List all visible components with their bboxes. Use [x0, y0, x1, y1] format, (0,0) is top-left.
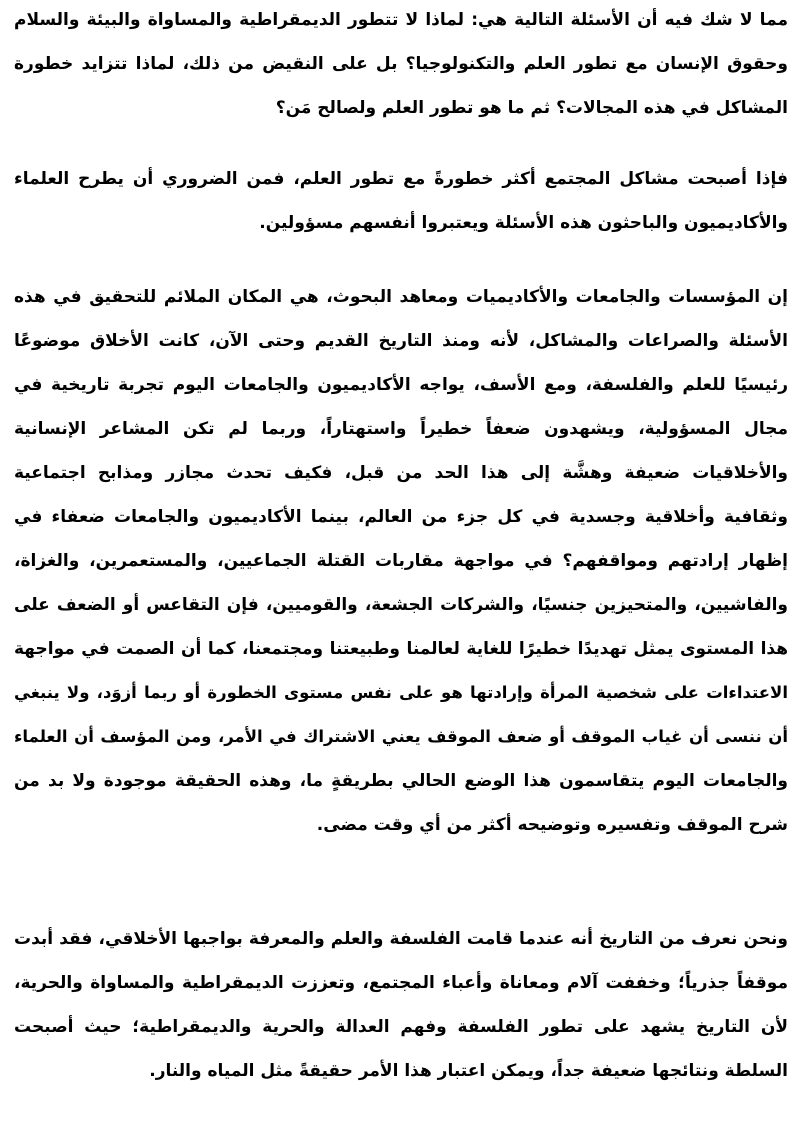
text-line: والجامعات اليوم يتقاسمون هذا الوضع الحالي بطريقةٍ ما، وهذه الحقيقة موجودة ولا بد من [14, 771, 788, 791]
text-line: المشاكل في هذه المجالات؟ ثم ما هو تطور العلم ولصالح مَن؟ [275, 98, 788, 118]
paragraph-4 [14, 917, 788, 1093]
paragraph-2 [14, 157, 788, 245]
paragraph-3 [14, 275, 788, 847]
text-line: إن المؤسسات والجامعات والأكاديميات ومعاهد البحوث، هي المكان الملائم للتحقيق في هذه [14, 287, 788, 307]
paragraph-1 [14, 0, 788, 130]
text-line: مما لا شك فيه أن الأسئلة التالية هي: لماذا لا تتطور الديمقراطية والمساواة والبيئة والسلام [14, 10, 788, 30]
text-line: والأكاديميون والباحثون هذه الأسئلة ويعتبروا أنفسهم مسؤولين. [259, 213, 788, 233]
text-line: السلطة ونتائجها ضعيفة جداً، ويمكن اعتبار هذا الأمر حقيقةً مثل المياه والنار. [149, 1061, 788, 1081]
text-line: رئيسيًا للعلم والفلسفة، ومع الأسف، يواجه الأكاديميون والجامعات اليوم تجربة تاريخية في [14, 375, 788, 395]
text-line: والفاشيين، والمتحيزين جنسيًا، والشركات الجشعة، والقوميين، فإن التقاعس أو الضعف على [14, 595, 788, 615]
text-line: شرح الموقف وتفسيره وتوضيحه أكثر من أي وقت مضى. [316, 815, 788, 835]
text-line: لأن التاريخ يشهد على تطور الفلسفة وفهم العدالة والحرية والديمقراطية؛ حيث أصبحت [14, 1017, 788, 1037]
text-line: ونحن نعرف من التاريخ أنه عندما قامت الفلسفة والعلم والمعرفة بواجبها الأخلاقي، فقد أبدت [14, 929, 788, 949]
text-line: أن ننسى أن غياب الموقف أو ضعف الموقف يعني الاشتراك في الأمر، ومن المؤسف أن العلماء [14, 727, 788, 746]
text-line: وثقافية وأخلاقية وجسدية في كل جزء من العالم، بينما الأكاديميون والجامعات ضعفاء في [14, 507, 788, 527]
text-line: وحقوق الإنسان مع تطور العلم والتكنولوجيا؟ بل على النقيض من ذلك، لماذا تتزايد خطورة [14, 54, 788, 74]
text-line: هذا المستوى يمثل تهديدًا خطيرًا للغاية لعالمنا وطبيعتنا ومجتمعنا، كما أن الصمت في مواجهة [14, 639, 788, 659]
text-line: الاعتداءات على شخصية المرأة وإرادتها هو على نفس مستوى الخطورة أو ربما أزوَد، ولا ينبغي [14, 683, 788, 702]
text-line: مجال المسؤولية، ويشهدون ضعفاً خطيراً واستهتاراً، وربما لم تكن المشاعر الإنسانية [14, 419, 788, 439]
text-line: موقفاً جذرياً؛ وخففت آلام ومعاناة وأعباء المجتمع، وتعززت الديمقراطية والمساواة والحرية، [14, 973, 788, 993]
text-line: إظهار إرادتهم ومواقفهم؟ في مواجهة مقاربات القتلة الجماعيين، والمستعمرين، والغزاة، [14, 551, 788, 571]
text-line: فإذا أصبحت مشاكل المجتمع أكثر خطورةً مع تطور العلم، فمن الضروري أن يطرح العلماء [14, 169, 788, 189]
text-line: الأسئلة والصراعات والمشاكل، لأنه ومنذ التاريخ القديم وحتى الآن، كانت الأخلاق موضوعًا [14, 331, 788, 351]
text-line: والأخلاقيات ضعيفة وهشَّة إلى هذا الحد من قبل، فكيف تحدث مجازر ومذابح اجتماعية [14, 463, 788, 483]
